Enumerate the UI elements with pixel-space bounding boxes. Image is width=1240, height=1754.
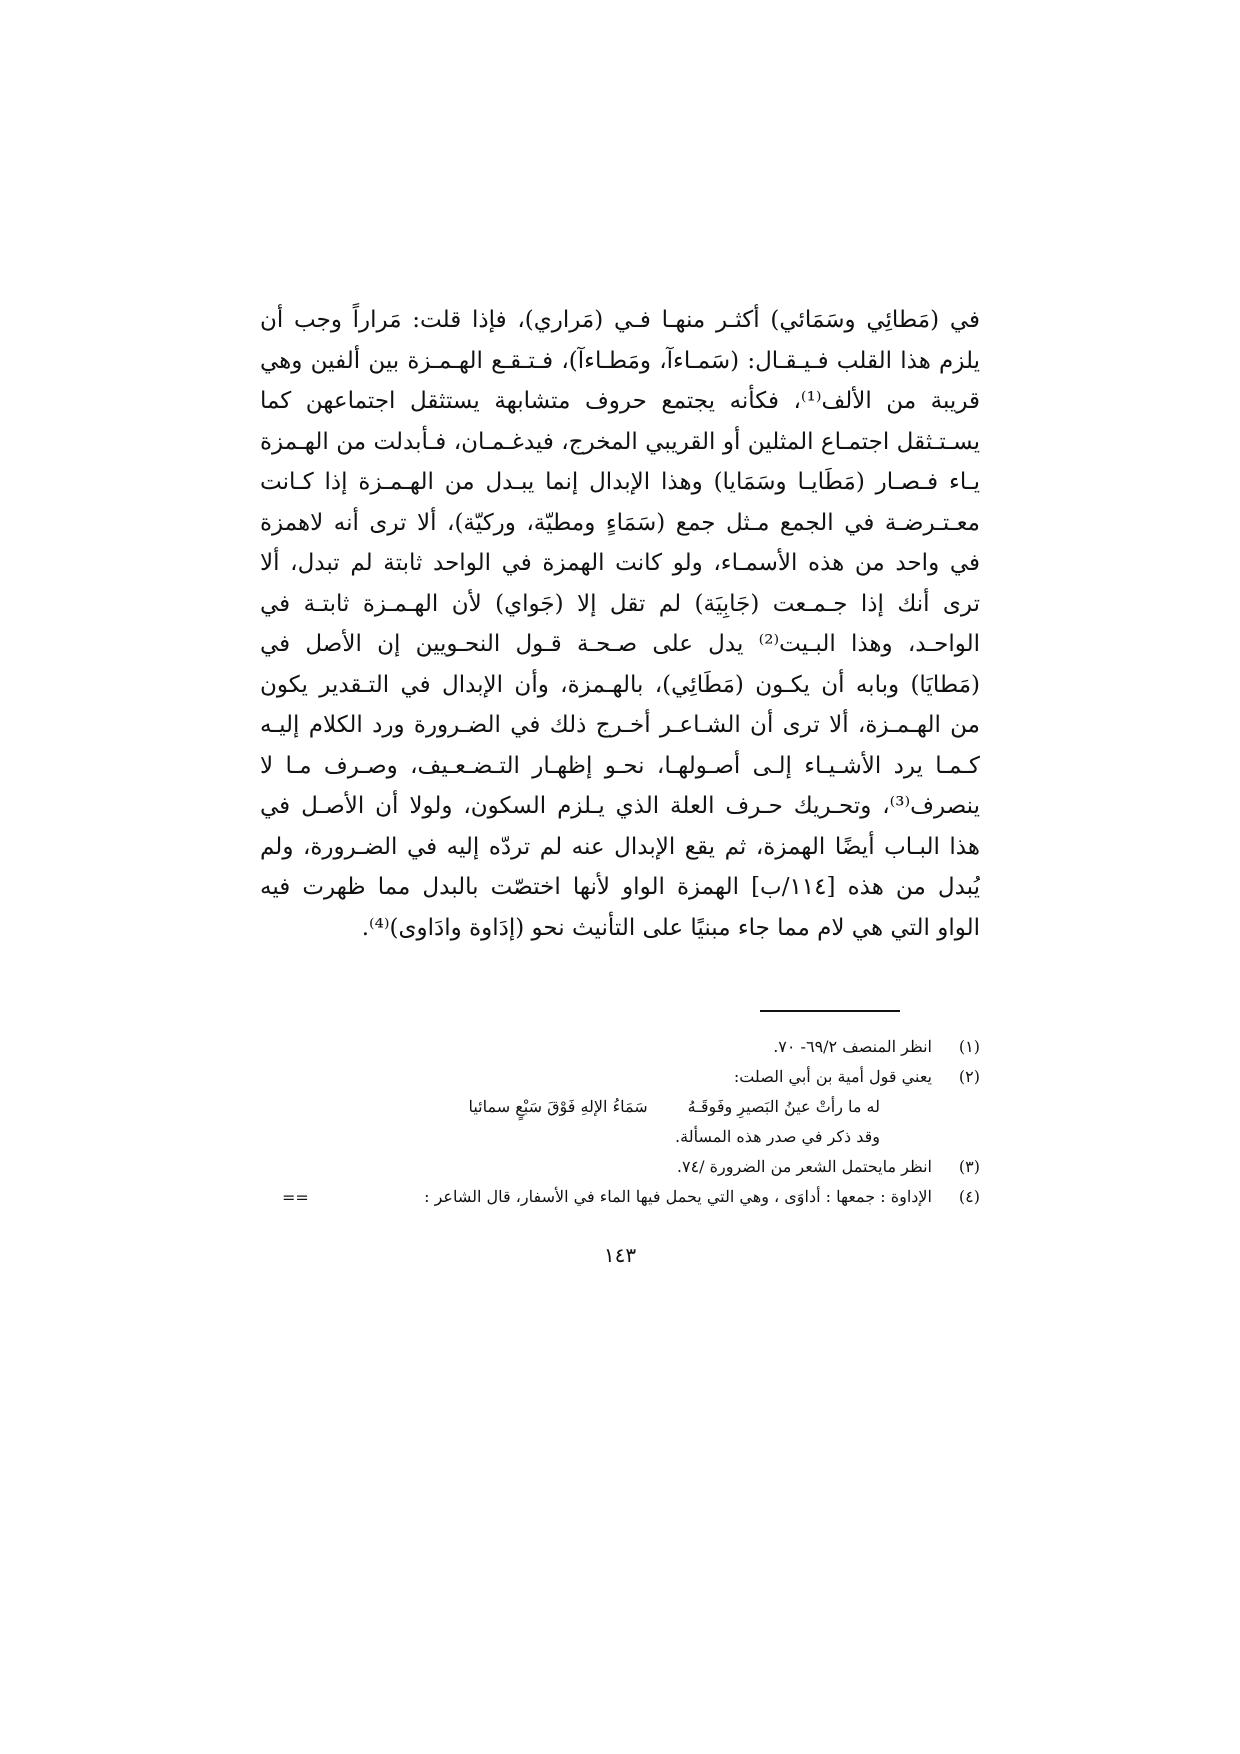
- footnote-4: [280, 1182, 980, 1212]
- text-line-14: هذا البـاب أيضًا الهمزة، ثم يقع الإبدال عنه لم تردّه إليه في الضـرورة، ولم: [260, 833, 980, 860]
- text-line-1: في (مَطائِي وسَمَائي) أكثـر منهـا فـي (مَراري)، فإذا قلت: مَراراً وجب أن: [260, 307, 980, 333]
- text-line-7: في واحد من هذه الأسمـاء، ولو كانت الهمزة في الواحد ثابتة لم تبدل، ألا: [260, 550, 980, 576]
- footnote-1: [280, 1032, 980, 1062]
- text-line-13: ينصرف⁽³⁾، وتحـريك حـرف العلة الذي يـلزم السكون، ولولا أن الأصـل في: [260, 793, 980, 819]
- footnote-3: [280, 1152, 980, 1182]
- footnote-separator: [760, 1010, 900, 1012]
- text-line-5: يـاء فـصـار (مَطَايـا وسَمَايا) وهذا الإبدال إنما يبـدل من الهـمـزة إذا كـانت: [260, 469, 980, 495]
- verse-first-hemistich: له ما رأتْ عينُ البَصيرِ وفَوقَـهُ: [687, 1097, 880, 1116]
- verse-gap: [648, 1092, 688, 1122]
- footnote-marker: (٣): [958, 1157, 980, 1176]
- text-line-10: (مَطايَا) وبابه أن يكـون (مَطَائِي)، بالهـمزة، وأن الإبدال في التـقدير يكون: [260, 671, 980, 698]
- footnote-continuation-mark: ==: [282, 1188, 309, 1207]
- text-line-8: ترى أنك إذا جـمـعت (جَابِيَة) لم تقل إلا (جَواي) لأن الهـمـزة ثابتـة في: [260, 590, 980, 617]
- text-line-6: معـتـرضـة في الجمع مـثل جمع (سَمَاءٍ ومطيّة، وركيّة)، ألا ترى أنه لاهمزة: [260, 509, 980, 536]
- text-line-9: الواحـد، وهذا البـيت⁽²⁾ يدل على صـحـة قـول النحـويين إن الأصل في: [260, 631, 980, 657]
- footnote-marker: (٤): [958, 1187, 980, 1206]
- text-line-2: يلزم هذا القلب فـيـقـال: (سَمـاءآ، ومَطـاءآ)، فـتـقـع الهـمـزة بين ألفين وهي: [260, 347, 980, 374]
- verse-second-hemistich: سَمَاءُ الإلهِ فَوْقَ سَبْعٍ سمائيا: [468, 1097, 648, 1116]
- text-line-12: كـمـا يرد الأشـيـاء إلـى أصـولهـا، نحـو إظهـار التـضـعـيف، وصـرف مـا لا: [260, 752, 980, 779]
- footnote-text: الإداوة : جمعها : أداوَى ، وهي التي يحمل فيها الماء في الأسفار، قال الشاعر :: [424, 1187, 932, 1206]
- page-number: ١٤٣: [603, 1243, 637, 1267]
- text-line-15: يُبدل من هذه [١١٤/ب] الهمزة الواو لأنها اختصّت بالبدل مما ظهرت فيه: [260, 874, 980, 900]
- text-line-11: من الهـمـزة، ألا ترى أن الشـاعـر أخـرج ذلك في الضـرورة ورد الكلام إليـه: [260, 712, 980, 738]
- footnote-marker: (٢): [958, 1067, 980, 1086]
- footnote-text: انظر مايحتمل الشعر من الضرورة /٧٤.: [676, 1157, 932, 1176]
- text-line-16: الواو التي هي لام مما جاء مبنيًا على التأنيث نحو (إدَاوة وادَاوى)⁽⁴⁾.: [361, 914, 980, 941]
- text-line-3: قريبة من الألف⁽¹⁾، فكأنه يجتمع حروف متشابهة يستثقل اجتماعهن كما: [260, 388, 980, 414]
- footnote-text: انظر المنصف ٦٩/٢- ٧٠.: [773, 1037, 932, 1056]
- footnotes: [280, 1032, 980, 1212]
- footnote-2-verse: [280, 1092, 980, 1122]
- footnote-text: يعني قول أمية بن أبي الصلت:: [733, 1067, 932, 1086]
- footnote-marker: (١): [958, 1037, 980, 1056]
- main-text-body: [260, 300, 980, 948]
- footnote-2: [280, 1062, 980, 1092]
- text-line-4: يسـتـثقل اجتمـاع المثلين أو القريبي المخرج، فيدغـمـان، فـأبدلت من الهـمزة: [260, 428, 980, 455]
- footnote-2-note: وقد ذكر في صدر هذه المسألة.: [675, 1127, 880, 1146]
